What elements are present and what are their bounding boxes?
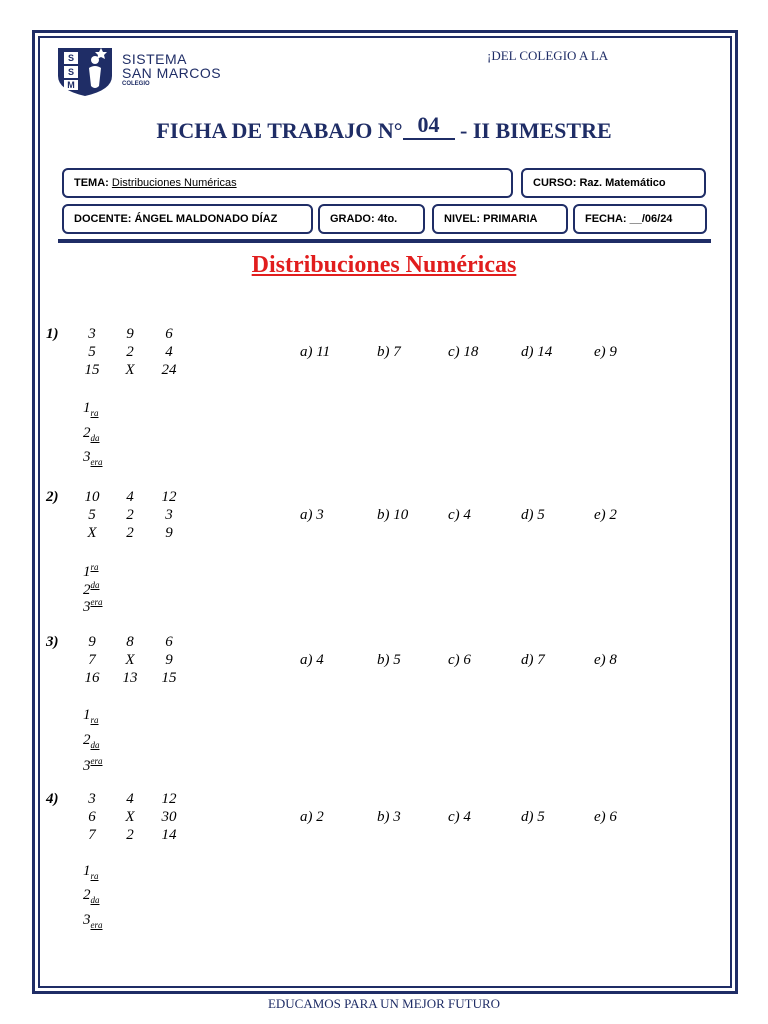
ordinal-suffix: da (90, 895, 100, 905)
docente-text: DOCENTE: ÁNGEL MALDONADO DÍAZ (74, 213, 278, 225)
grid-cell: 24 (161, 362, 177, 378)
grid-cell: 12 (161, 489, 177, 505)
worksheet-number: 04 (403, 112, 455, 140)
grid-cell: 4 (126, 791, 134, 807)
header-divider (58, 239, 711, 243)
section-title: Distribuciones Numéricas (251, 252, 517, 278)
ordinal-label (83, 756, 103, 775)
question-number: 3) (46, 634, 59, 650)
ordinal-suffix: ra (90, 562, 99, 572)
brand-line-2: SAN MARCOS (122, 65, 222, 81)
grid-cell: 8 (126, 634, 134, 650)
curso-text: CURSO: Raz. Matemático (533, 177, 666, 189)
answer-option: b) 3 (377, 809, 401, 825)
tema-box (62, 168, 513, 198)
ordinal-suffix: ra (90, 408, 99, 418)
grid-cell: 4 (165, 344, 173, 360)
curso-box (521, 168, 706, 198)
ordinal-label (83, 597, 103, 616)
ordinal-label (83, 707, 99, 725)
grid-cell: 12 (161, 791, 177, 807)
answer-option: a) 11 (300, 344, 331, 360)
grid-cell: 4 (126, 489, 134, 505)
grid-cell: 10 (84, 489, 100, 505)
grid-cell: 3 (88, 326, 96, 342)
logo-letter: S (67, 53, 75, 63)
answer-option: e) 8 (594, 652, 617, 668)
grid-cell: 3 (88, 791, 96, 807)
answer-option: e) 9 (594, 344, 617, 360)
grid-cell: 5 (88, 507, 96, 523)
grid-cell: 30 (161, 809, 177, 825)
ordinal-number: 2 (83, 732, 91, 748)
grid-cell: 15 (161, 670, 177, 686)
ordinal-suffix: ra (90, 871, 99, 881)
grid-cell: 3 (165, 507, 173, 523)
question-number: 4) (46, 791, 59, 807)
grid-cell: 14 (161, 827, 177, 843)
answer-option: b) 5 (377, 652, 401, 668)
grid-cell: 6 (165, 634, 173, 650)
answer-option: e) 6 (594, 809, 617, 825)
ordinal-number: 2 (83, 425, 91, 441)
grid-cell: 2 (126, 525, 134, 541)
grado-box (318, 204, 425, 234)
grid-cell: 2 (126, 344, 134, 360)
grid-cell: 7 (88, 827, 96, 843)
ordinal-number: 2 (83, 887, 91, 903)
ordinal-number: 3 (83, 912, 91, 928)
title-prefix: FICHA DE TRABAJO N° (156, 118, 403, 143)
grid-cell: 9 (165, 525, 173, 541)
ordinal-label (83, 562, 99, 581)
brand-line-1: SISTEMA (122, 51, 187, 67)
ordinal-number: 1 (83, 863, 91, 879)
brand-line-3: COLEGIO (122, 81, 150, 87)
tema-value: Distribuciones Numéricas (111, 177, 237, 189)
answer-option: d) 14 (521, 344, 553, 360)
school-logo-icon (55, 46, 115, 98)
grado-text: GRADO: 4to. (330, 213, 398, 225)
question-number: 2) (46, 489, 59, 505)
answer-option: a) 2 (300, 809, 324, 825)
answer-option: c) 18 (448, 344, 479, 360)
grid-cell: 7 (88, 652, 96, 668)
fecha-box (573, 204, 707, 234)
footer-motto: EDUCAMOS PARA UN MEJOR FUTURO (267, 996, 501, 1011)
fecha-text: FECHA: __/06/24 (585, 213, 673, 225)
ordinal-label (83, 732, 100, 750)
grid-cell: X (125, 652, 135, 668)
grid-cell: X (125, 362, 135, 378)
ordinal-number: 1 (83, 400, 91, 416)
ordinal-number: 3 (83, 599, 91, 615)
grid-cell: 16 (84, 670, 100, 686)
answer-option: c) 6 (448, 652, 471, 668)
answer-option: d) 5 (521, 507, 545, 523)
grid-cell: 9 (88, 634, 96, 650)
ordinal-suffix: era (90, 756, 103, 766)
ordinal-number: 2 (83, 582, 91, 598)
answer-option: c) 4 (448, 809, 471, 825)
grid-cell: 9 (126, 326, 134, 342)
ordinal-label (83, 887, 100, 905)
grid-cell: 9 (165, 652, 173, 668)
ordinal-suffix: era (90, 597, 103, 607)
tema-label: TEMA: (74, 177, 109, 189)
grid-cell: 13 (122, 670, 138, 686)
ordinal-suffix: da (90, 580, 100, 590)
grid-cell: X (87, 525, 97, 541)
answer-option: b) 7 (377, 344, 401, 360)
ordinal-suffix: da (90, 433, 100, 443)
ordinal-label (83, 425, 100, 443)
answer-option: e) 2 (594, 507, 617, 523)
grid-cell: 2 (126, 827, 134, 843)
ordinal-suffix: da (90, 740, 100, 750)
ordinal-label (83, 400, 99, 418)
grid-cell: 2 (126, 507, 134, 523)
answer-option: c) 4 (448, 507, 471, 523)
grid-cell: 15 (84, 362, 100, 378)
grid-cell: 6 (88, 809, 96, 825)
logo-letter: S (67, 67, 75, 77)
answer-option: d) 7 (521, 652, 545, 668)
worksheet-title (0, 112, 768, 146)
nivel-text: NIVEL: PRIMARIA (444, 213, 538, 225)
question-number: 1) (46, 326, 59, 342)
ordinal-suffix: era (90, 457, 103, 467)
ordinal-number: 3 (83, 758, 91, 774)
ordinal-number: 1 (83, 564, 91, 580)
logo-letter: M (67, 80, 75, 90)
ordinal-suffix: era (90, 920, 103, 930)
grid-cell: 6 (165, 326, 173, 342)
ordinal-label (83, 912, 103, 930)
answer-option: d) 5 (521, 809, 545, 825)
ordinal-number: 3 (83, 449, 91, 465)
docente-box (62, 204, 313, 234)
title-suffix: - II BIMESTRE (460, 118, 612, 143)
grid-cell: 5 (88, 344, 96, 360)
school-slogan: ¡DEL COLEGIO A LA (487, 48, 609, 63)
ordinal-label (83, 449, 103, 467)
answer-option: a) 4 (300, 652, 324, 668)
ordinal-suffix: ra (90, 715, 99, 725)
answer-option: a) 3 (300, 507, 324, 523)
grid-cell: X (125, 809, 135, 825)
nivel-box (432, 204, 568, 234)
ordinal-number: 1 (83, 707, 91, 723)
ordinal-label (83, 863, 99, 881)
answer-option: b) 10 (377, 507, 409, 523)
